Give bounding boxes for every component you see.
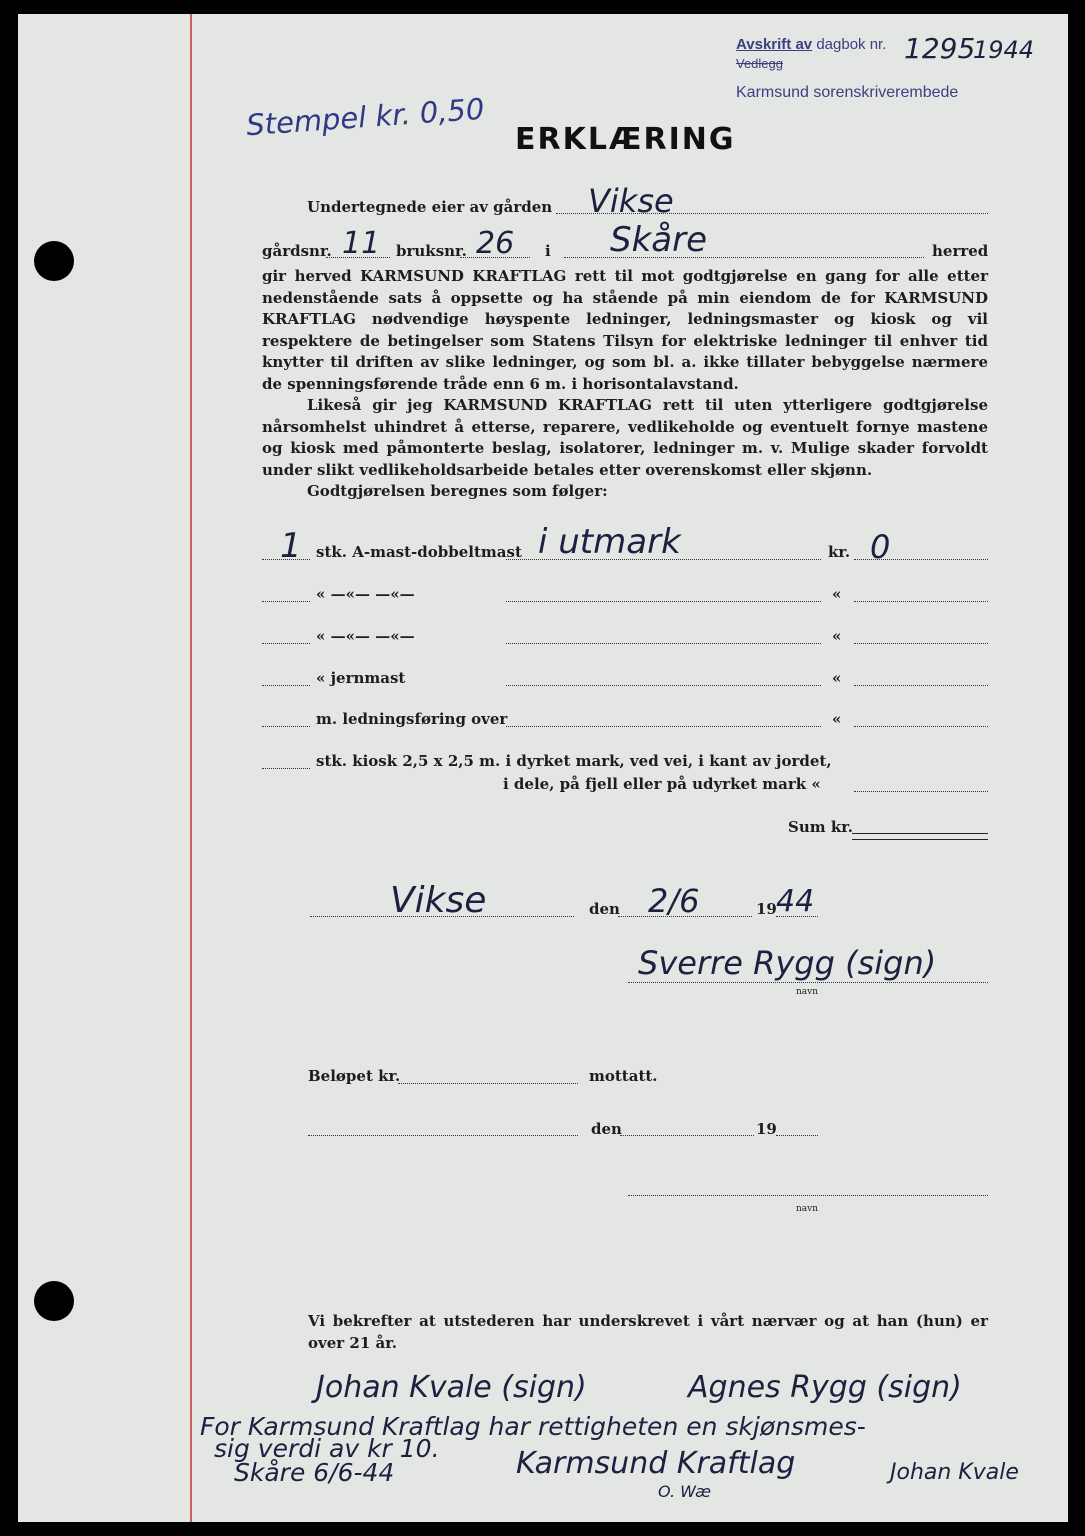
body-text <box>262 266 988 503</box>
note-line2: sig verdi av kr 10. <box>214 1434 440 1463</box>
row5-qty-dotline <box>262 726 310 727</box>
paragraph-2: Likeså gir jeg KARMSUND KRAFTLAG rett til uten ytterligere godtgjørelse nårsomhelst uhindret å etterse, reparere, vedlikeholde og eventuelt fornye mastene og kiosk med påmonterte beslag, isolatorer, ledninger m. v. Mulige skader forvoldt under slikt vedlikeholdsarbeide betales etter overenskomst eller skjønn. <box>262 396 988 479</box>
row3-label: « —«— —«— <box>316 627 415 645</box>
year-suffix: 44 <box>776 884 815 919</box>
year2-dotline <box>776 1135 818 1136</box>
sum-label: Sum kr. <box>788 818 853 836</box>
date2-dotline <box>620 1135 754 1136</box>
signature: Sverre Rygg (sign) <box>638 944 937 982</box>
bruksnr-label: bruksnr. <box>396 242 467 260</box>
row4-kr: « <box>832 669 842 687</box>
row3-amount-dotline <box>854 643 988 644</box>
document-title: ERKLÆRING <box>515 122 736 157</box>
row2-dotline <box>506 601 821 602</box>
row1-label: stk. A-mast-dobbeltmast <box>316 543 522 561</box>
note-sign-small: O. Wæ <box>658 1482 711 1501</box>
herred-label: herred <box>932 242 989 260</box>
sum-double-line <box>852 839 988 840</box>
row3-dotline <box>506 643 821 644</box>
row1-kr: kr. <box>828 543 851 561</box>
stamp-year: 1944 <box>973 36 1035 64</box>
kiosk-line2: i dele, på fjell eller på udyrket mark « <box>503 775 821 793</box>
herred-name: Skåre <box>610 220 708 260</box>
note-place-date: Skåre 6/6-44 <box>234 1458 395 1487</box>
row4-label: « jernmast <box>316 669 406 687</box>
paragraph-1: gir herved KARMSUND KRAFTLAG rett til mot godtgjørelse en gang for alle etter nedenstående sats å oppsette og ha stående på min eiendom de for KARMSUND KRAFTLAG nødvendige høyspente ledninger, ledningsmaster og kiosk og vil respektere de betingelser som Statens Tilsyn for elektriske ledninger til enhver tid knytter til driften av slike ledninger, og som bl. a. ikke tillater bebyggelse nærmere de spenningsførende tråde enn 6 m. i horisontalavstand. <box>262 267 988 393</box>
witness-text: Vi bekrefter at utstederen har underskrevet i vårt nærvær og at han (hun) er over 21 år. <box>308 1312 988 1352</box>
row2-amount-dotline <box>854 601 988 602</box>
row2-qty-dotline <box>262 601 310 602</box>
margin-rule <box>190 14 192 1522</box>
signature2-dotline <box>628 1195 988 1196</box>
gaardsnr-label: gårdsnr. <box>262 242 332 260</box>
document-page <box>18 14 1068 1522</box>
row5-dotline <box>506 726 821 727</box>
note-sign: Johan Kvale <box>890 1460 1019 1485</box>
witness2: Agnes Rygg (sign) <box>688 1370 962 1405</box>
kiosk-line1: stk. kiosk 2,5 x 2,5 m. i dyrket mark, ved vei, i kant av jordet, <box>316 752 832 770</box>
kiosk-qty-dotline <box>262 768 310 769</box>
signature-dotline <box>628 982 988 983</box>
stamp-office: Karmsund sorenskriverembede <box>736 84 959 101</box>
row5-kr: « <box>832 710 842 728</box>
row5-amount-dotline <box>854 726 988 727</box>
stamp-dagbok-label: dagbok nr. <box>816 36 887 53</box>
punch-hole-bottom <box>34 1281 74 1321</box>
row4-amount-dotline <box>854 685 988 686</box>
row3-kr: « <box>832 627 842 645</box>
punch-hole-top <box>34 241 74 281</box>
den-label: den <box>589 900 620 918</box>
paragraph-3: Godtgjørelsen beregnes som følger: <box>307 482 608 500</box>
den2-label: den <box>591 1120 622 1138</box>
stamp-avskrift <box>736 36 886 53</box>
row2-kr: « <box>832 585 842 603</box>
kiosk-amount-dotline <box>854 791 988 792</box>
year-prefix: 19 <box>756 900 777 918</box>
row5-label: m. ledningsføring over <box>316 710 508 728</box>
date: 2/6 <box>648 882 700 920</box>
place: Vikse <box>390 880 487 921</box>
gaardsnr-value: 11 <box>342 226 381 261</box>
navn2-label: navn <box>796 1204 819 1214</box>
sum-line <box>852 833 988 834</box>
farm-name: Vikse <box>588 182 674 220</box>
note-line1: For Karmsund Kraftlag har rettigheten en skjønsmes- <box>200 1412 866 1441</box>
year2-prefix: 19 <box>756 1120 777 1138</box>
stamp-struck-word: Vedlegg <box>736 56 783 71</box>
navn-label: navn <box>796 987 819 997</box>
row2-label: « —«— —«— <box>316 585 415 603</box>
belop-dotline <box>398 1083 578 1084</box>
row1-amount: 0 <box>870 528 891 566</box>
witness1: Johan Kvale (sign) <box>316 1370 587 1405</box>
row1-qty: 1 <box>280 526 302 566</box>
row1-hand: i utmark <box>538 522 681 562</box>
row4-qty-dotline <box>262 685 310 686</box>
stamp-number: 1295 <box>904 32 976 65</box>
row4-dotline <box>506 685 821 686</box>
mottatt-label: mottatt. <box>589 1067 658 1085</box>
stamp-avskrift-label: Avskrift av <box>736 36 813 53</box>
stempel-note: Stempel kr. 0,50 <box>245 91 486 143</box>
row3-qty-dotline <box>262 643 310 644</box>
bruksnr-value: 26 <box>476 226 515 261</box>
i-label: i <box>545 242 551 260</box>
note-company: Karmsund Kraftlag <box>516 1446 796 1481</box>
owner-label: Undertegnede eier av gården <box>307 198 553 216</box>
place2-dotline <box>308 1135 578 1136</box>
belop-label: Beløpet kr. <box>308 1067 401 1085</box>
